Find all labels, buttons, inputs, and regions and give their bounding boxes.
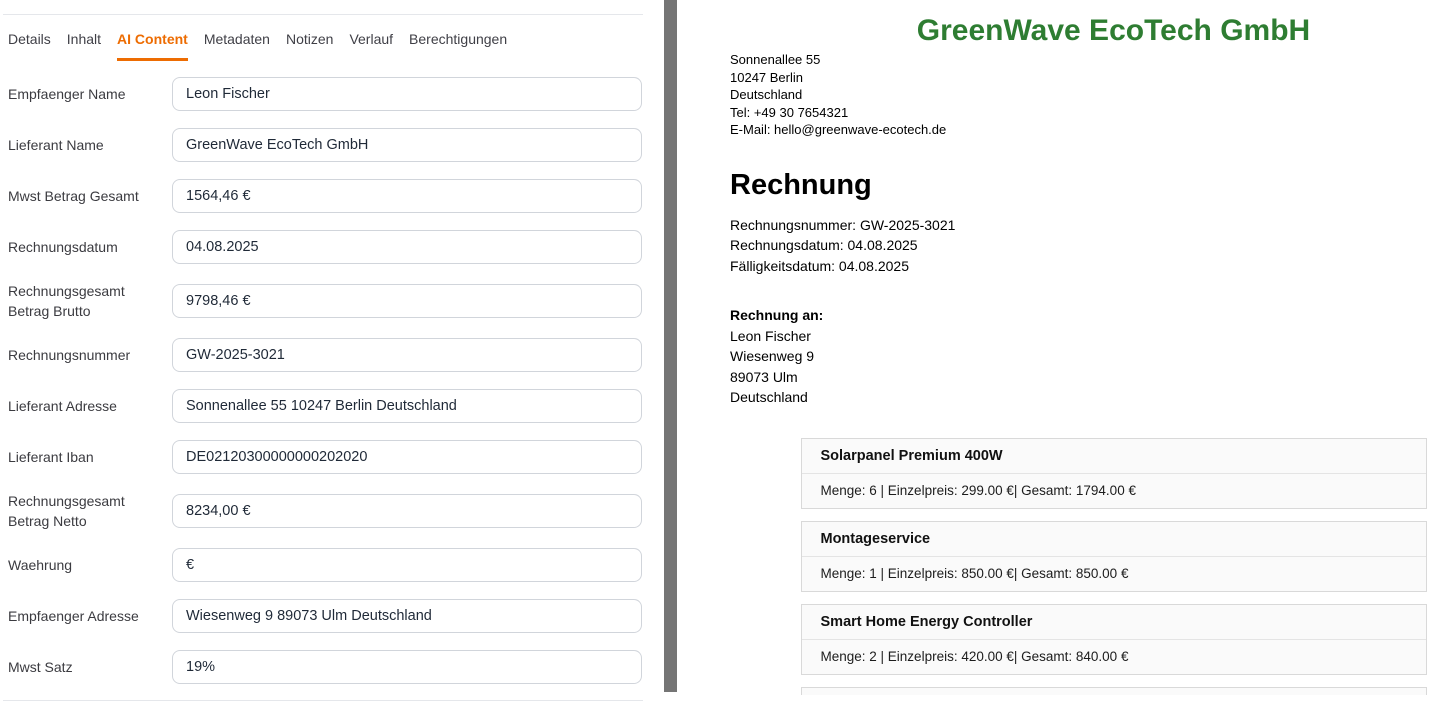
bottom-divider	[3, 700, 643, 701]
invoice-meta-block	[730, 215, 1456, 277]
address-line: Deutschland	[730, 87, 803, 103]
bill-to-block	[730, 305, 1456, 408]
form-field-row	[8, 440, 642, 474]
invoice-number-line: Rechnungsnummer: GW-2025-3021	[730, 216, 956, 233]
empfaenger-adresse-input[interactable]	[172, 599, 642, 633]
company-name: GreenWave EcoTech GmbH	[916, 14, 1311, 47]
field-label-rechnungsgesamt-brutto: Rechnungsgesamt Betrag Brutto	[8, 283, 125, 319]
form-field-row	[8, 281, 642, 321]
line-item-card-partial	[801, 687, 1427, 695]
form-field-row	[8, 389, 642, 423]
company-address-block	[730, 51, 1456, 139]
form-field-row	[8, 491, 642, 531]
form-field-row	[8, 77, 642, 111]
empfaenger-name-input[interactable]	[172, 77, 642, 111]
pane-resizer-handle[interactable]	[664, 0, 677, 692]
field-label-rechnungsdatum: Rechnungsdatum	[8, 239, 118, 255]
ai-content-form	[8, 77, 642, 701]
line-items-list	[801, 438, 1427, 695]
line-item-card	[801, 521, 1427, 592]
field-label-empfaenger-adresse: Empfaenger Adresse	[8, 608, 139, 624]
line-item-title: Solarpanel Premium 400W	[802, 439, 1426, 474]
address-line: Tel: +49 30 7654321	[730, 104, 849, 120]
line-item-card	[801, 604, 1427, 675]
address-line: 10247 Berlin	[730, 69, 803, 85]
document-title: Rechnung	[730, 168, 872, 201]
tab-details[interactable]: Details	[8, 31, 51, 47]
line-item-details: Menge: 2 | Einzelpreis: 420.00 €| Gesamt: 840.00 €	[820, 648, 1129, 664]
rechnungsgesamt-brutto-input[interactable]	[172, 284, 642, 318]
tab-berechtigungen[interactable]: Berechtigungen	[409, 31, 508, 47]
form-field-row	[8, 128, 642, 162]
form-field-row	[8, 650, 642, 684]
bill-to-heading: Rechnung an:	[730, 307, 824, 324]
field-label-rechnungsgesamt-netto: Rechnungsgesamt Betrag Netto	[8, 493, 125, 529]
rechnungsgesamt-netto-input[interactable]	[172, 494, 642, 528]
bill-to-line: Wiesenweg 9	[730, 348, 815, 365]
line-item-details: Menge: 1 | Einzelpreis: 850.00 €| Gesamt: 850.00 €	[820, 565, 1129, 581]
address-line: Sonnenallee 55	[730, 52, 821, 67]
field-label-lieferant-adresse: Lieferant Adresse	[8, 398, 117, 414]
line-item-title: Smart Home Energy Controller	[802, 605, 1426, 640]
top-divider	[3, 14, 643, 15]
bill-to-line: 89073 Ulm	[730, 368, 798, 385]
line-item-title: Montageservice	[802, 522, 1426, 557]
tab-ai-content[interactable]: AI Content	[117, 31, 188, 61]
mwst-betrag-gesamt-input[interactable]	[172, 179, 642, 213]
invoice-document	[730, 0, 1456, 695]
tab-verlauf[interactable]: Verlauf	[349, 31, 394, 47]
field-label-rechnungsnummer: Rechnungsnummer	[8, 347, 131, 363]
details-pane	[0, 0, 652, 712]
tab-bar	[8, 31, 507, 61]
form-field-row	[8, 338, 642, 372]
address-line: E-Mail: hello@greenwave-ecotech.de	[730, 122, 947, 138]
field-label-lieferant-iban: Lieferant Iban	[8, 449, 94, 465]
field-label-lieferant-name: Lieferant Name	[8, 137, 104, 153]
invoice-due-date-line: Fälligkeitsdatum: 04.08.2025	[730, 257, 909, 274]
invoice-date-line: Rechnungsdatum: 04.08.2025	[730, 237, 918, 254]
rechnungsdatum-input[interactable]	[172, 230, 642, 264]
field-label-empfaenger-name: Empfaenger Name	[8, 86, 126, 102]
lieferant-name-input[interactable]	[172, 128, 642, 162]
bill-to-line: Leon Fischer	[730, 327, 811, 344]
line-item-title	[802, 688, 1426, 695]
rechnungsnummer-input[interactable]	[172, 338, 642, 372]
form-field-row	[8, 230, 642, 264]
tab-inhalt[interactable]: Inhalt	[66, 31, 102, 47]
lieferant-adresse-input[interactable]	[172, 389, 642, 423]
form-field-row	[8, 599, 642, 633]
field-label-waehrung: Waehrung	[8, 557, 73, 573]
line-item-details: Menge: 6 | Einzelpreis: 299.00 €| Gesamt: 1794.00 €	[820, 482, 1136, 498]
mwst-satz-input[interactable]	[172, 650, 642, 684]
field-label-mwst-satz: Mwst Satz	[8, 659, 73, 675]
bill-to-line: Deutschland	[730, 389, 808, 406]
lieferant-iban-input[interactable]	[172, 440, 642, 474]
waehrung-input[interactable]	[172, 548, 642, 582]
form-field-row	[8, 548, 642, 582]
tab-notizen[interactable]: Notizen	[285, 31, 334, 47]
document-preview-pane	[677, 0, 1456, 695]
field-label-mwst-betrag-gesamt: Mwst Betrag Gesamt	[8, 188, 139, 204]
form-field-row	[8, 179, 642, 213]
tab-metadaten[interactable]: Metadaten	[203, 31, 270, 47]
line-item-card	[801, 438, 1427, 509]
